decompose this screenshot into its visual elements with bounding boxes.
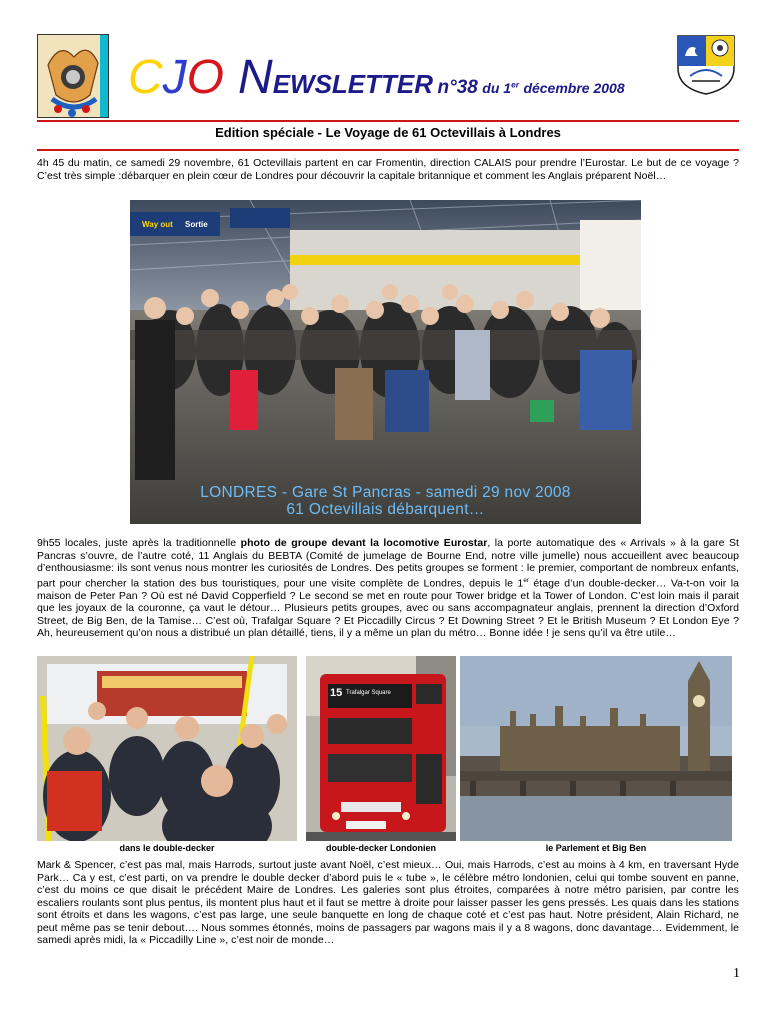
header-rule-bottom: [37, 149, 739, 151]
arrival-paragraph: [37, 537, 739, 640]
page-headline: Edition spéciale - Le Voyage de 61 Octevillais à Londres: [215, 125, 561, 140]
masthead-ewsletter: EWSLETTER: [272, 69, 434, 99]
arrival-text-bold: photo de groupe devant la locomotive Eurostar: [240, 537, 488, 549]
intro-paragraph: 4h 45 du matin, ce samedi 29 novembre, 61 Octevillais partent en car Fromentin, direction CALAIS pour prendre l’Eurostar. Le but de ce voyage ? C’est très simple :débarquer en plein cœur de Londres pour découvrir la capitale britannique et comment les Anglais préparent Noël…: [37, 157, 739, 182]
caption-photo-3: le Parlement et Big Ben: [545, 843, 647, 853]
photo-inside-bus: [37, 656, 297, 841]
town-coat-of-arms: [676, 34, 736, 96]
masthead-letter-c: C: [128, 51, 163, 104]
arrival-text-start: 9h55 locales, juste après la traditionnelle: [37, 537, 241, 549]
sign-way-out: Way out: [142, 220, 173, 229]
issue-date: décembre 2008: [523, 80, 625, 96]
issue-date-du: du 1: [482, 80, 512, 96]
arrival-text-middle: , la porte automatique des « Arrivals » à la gare St Pancras s’ouvre, de l’autre coté, 11 Anglais du BEBTA (Comité de jumelage de Bourne End, notre ville jumelle) nous accueillent avec beaucoup d’enthousiasme: ils sont venus nous montrer les curiosités de Londres. Des petits groupes se forment : le premier, comportant de nombreux enfants, part pour chercher la station des bus touristiques, pour une visite complète de Londres, depuis le 1: [37, 537, 739, 589]
red-bus-illustration: [306, 656, 456, 841]
newsletter-masthead: [128, 50, 625, 105]
sign-sortie: Sortie: [185, 220, 208, 229]
masthead-letter-n: N: [238, 51, 273, 104]
issue-number: n°38: [437, 77, 478, 98]
parliament-illustration: [460, 656, 732, 841]
caption-line-2: 61 Octevillais débarquent…: [286, 501, 485, 518]
group-photo-illustration: [130, 200, 641, 524]
shield-icon: [676, 34, 736, 96]
club-emblem-illustration: [38, 35, 109, 118]
club-logo: [37, 34, 109, 118]
issue-date-sup: er: [511, 79, 519, 90]
masthead-letter-o: O: [186, 51, 225, 104]
photo-parliament: [460, 656, 732, 841]
page-number: 1: [733, 966, 740, 981]
caption-photo-2: double-decker Londonien: [325, 843, 436, 853]
group-photo: [130, 200, 641, 524]
arrival-text-sup: er: [523, 576, 530, 584]
issue-date-prefix: [482, 80, 519, 96]
caption-photo-1: dans le double-decker: [119, 843, 215, 853]
group-photo-caption: [130, 484, 641, 518]
bus-route-number: 15: [330, 687, 343, 699]
header-rule-top: [37, 120, 739, 122]
caption-line-1: LONDRES - Gare St Pancras - samedi 29 nov 2008: [200, 484, 571, 501]
bus-destination: Trafalgar Square: [346, 690, 391, 696]
photo-red-bus: [306, 656, 456, 841]
harrods-paragraph: Mark & Spencer, c’est pas mal, mais Harrods, surtout juste avant Noël, c’est mieux… Oui, mais Harrods, c’est au moins à 4 km, en traversant Hyde Park… Ca y est, c’est parti, on va prendre le double decker d’abord puis le « tube », le célèbre métro londonien, celui qui tombe souvent en panne, c’est du moins ce que disait le précédent Maire de Londres. Les galeries sont plus étroites, comparées à notre métro parisien, par contre les escaliers roulants sont plus pentus, ils montent plus haut et il faut se mettre à droite pour laisser passer les gens pressés. Les quais dans les stations sont étroits et dans les wagons, c’est pas large, une seule banquette en long de chaque coté et c’est pas haut. Notre président, Alain Richard, ne peut même pas se tenir debout…. Nous sommes étonnés, moins de passagers par wagons mais il y a 8 wagons, donc davantage… Evidemment, le samedi après midi, la « Piccadilly Line », c’est noir de monde…: [37, 859, 739, 946]
masthead-letter-j: J: [162, 51, 187, 104]
logo-accent-bar: [100, 35, 108, 118]
inside-bus-illustration: [37, 656, 297, 841]
arrival-text-end: étage d’un double-decker… Va-t-on voir la maison de Peter Pan ? Où est né David Copperfield ? Le second se met en route pour Tower bridge et la Tower of London. C’est loin mais il parait que les joyaux de la couronne, ça vaut le détour… Plusieurs petits groupes, avec ou sans accompagnateur anglais, prennent la direction d’Oxford Street, de Big Ben, de la Tamise… C’est où, Trafalgar Square ? Et Piccadilly Circus ? Et Downing Street ? Et le British Museum ? Et London Eye ? Ah, heureusement qu’on nous a distribué un plan détaillé, tiens, il y a même un plan du métro… Bonne idée ! je sens qu’il va être utile…: [37, 577, 739, 639]
